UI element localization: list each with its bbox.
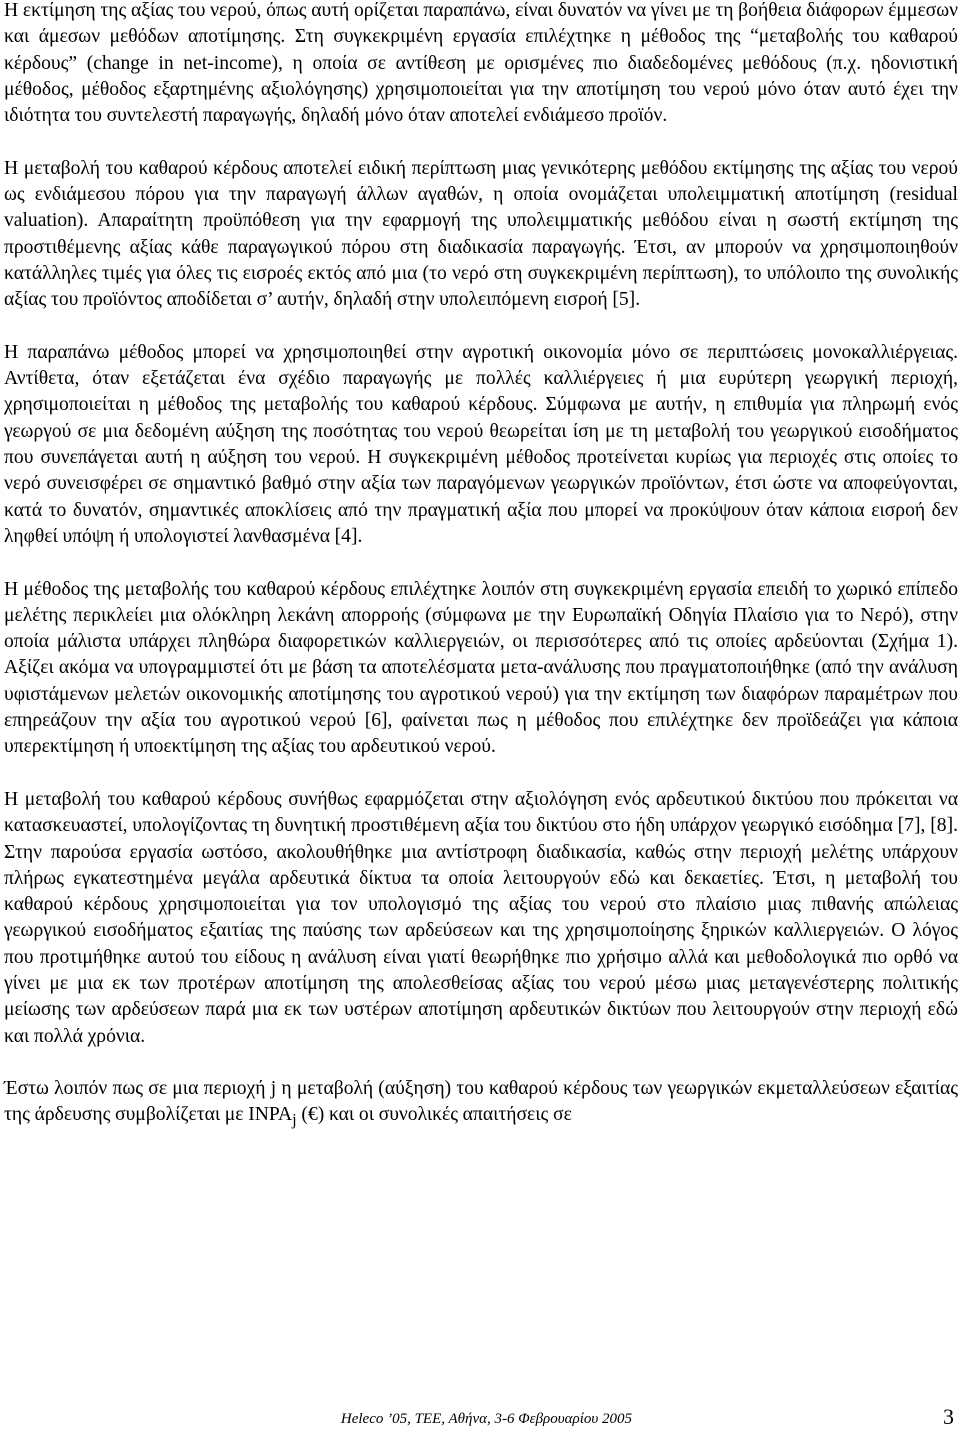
paragraph-text: Έστω λοιπόν πως σε μια περιοχή j η μεταβολή (αύξηση) του καθαρού κέρδους των γεωργικών εκμεταλλεύσεων εξαιτίας της άρδευσης συμβολίζεται με INPA [4, 1078, 958, 1126]
subscript-j: j [292, 1110, 297, 1130]
paragraph: Η εκτίμηση της αξίας του νερού, όπως αυτή ορίζεται παραπάνω, είναι δυνατόν να γίνει με τη βοήθεια διάφορων έμμεσων και άμεσων μεθόδων αποτίμησης. Στη συγκεκριμένη εργασία επιλέχτηκε η μέθοδος της “μεταβολής του καθαρού κέρδους” (change in net-income), η οποία σε αντίθεση με ορισμένες πιο διαδεδομένες μεθόδους (π.χ. ηδονιστική μέθοδος, μέθοδος εξαρτημένης αξιολόγησης) χρησιμοποιείται για την αποτίμηση του νερού μόνο όταν αυτό έχει την ιδιότητα του συντελεστή παραγωγής, δηλαδή μόνο όταν αποτελεί ενδιάμεσο προϊόν. [4, 0, 958, 127]
paragraph: Η παραπάνω μέθοδος μπορεί να χρησιμοποιηθεί στην αγροτική οικονομία μόνο σε περιπτώσεις μονοκαλλιέργειας. Αντίθετα, όταν εξετάζεται ένα σχέδιο παραγωγής με πολλές καλλιέργειες ή μια ευρύτερη γεωργική περιοχή, χρησιμοποιείται η μέθοδος της μεταβολής του καθαρού κέρδους. Σύμφωνα με αυτήν, η επιθυμία για πληρωμή ενός γεωργού σε μια δεδομένη αύξηση της ποσότητας του νερού θεωρείται ίση με τη μεταβολή του γεωργικού εισοδήματος που συνεπάγεται αυτή η αύξηση του νερού. Η συγκεκριμένη μέθοδος προτείνεται κυρίως για περιοχές στις οποίες το νερό συνεισφέρει σε σημαντικό βαθμό στην αξία των παραγόμενων γεωργικών προϊόντων, έτσι ώστε να αποφεύγονται, κατά το δυνατόν, σημαντικές αποκλίσεις από την πραγματική αξία που μπορεί να προκύψουν όταν κάποια εισροή δεν ληφθεί υπόψη ή υπολογιστεί λανθασμένα [4]. [4, 341, 958, 547]
paragraph-text: (€) και οι συνολικές απαιτήσεις σε [296, 1104, 572, 1126]
page-number: 3 [943, 1404, 954, 1429]
paragraph: Η μεταβολή του καθαρού κέρδους συνήθως εφαρμόζεται στην αξιολόγηση ενός αρδευτικού δικτύου που πρόκειται να κατασκευαστεί, υπολογίζοντας τη δυνητική προστιθέμενη αξία του δικτύου στο ήδη υπάρχον γεωργικό εισόδημα [7], [8]. Στην παρούσα εργασία ωστόσο, ακολουθήθηκε μια αντίστροφη διαδικασία, καθώς στην περιοχή μελέτης υπάρχουν πλήρως εγκατεστημένα μεγάλα αρδευτικά δίκτυα τα οποία λειτουργούν εδώ και δεκαετίες. Έτσι, η μεταβολή του καθαρού κέρδους χρησιμοποιείται για τον υπολογισμό της αξίας του νερού στο πλαίσιο μιας πιθανής απώλειας γεωργικού εισοδήματος εξαιτίας της παύσης των αρδεύσεων και της χρησιμοποίησης ξηρικών καλλιεργειών. Ο λόγος που προτιμήθηκε αυτού του είδους η ανάλυση είναι γιατί θεωρήθηκε πιο χρήσιμο αλλά και μεθοδολογικά πιο ορθό να γίνει με μια εκ των προτέρων αποτίμηση της απολεσθείσας αξίας του νερού μέσω μιας μεταγενέστερης πολιτικής μείωσης των αρδεύσεων παρά μια εκ των υστέρων αποτίμηση αρδευτικών δικτύων που λειτουργούν στην περιοχή εδώ και πολλά χρόνια. [4, 788, 958, 1047]
conference-footer: Heleco ’05, ΤΕΕ, Αθήνα, 3-6 Φεβρουαρίου 2005 [340, 1411, 632, 1427]
paragraph: Η μεταβολή του καθαρού κέρδους αποτελεί ειδική περίπτωση μιας γενικότερης μεθόδου εκτίμησης της αξίας του νερού ως ενδιάμεσου πόρου για την παραγωγή άλλων αγαθών, η οποία ονομάζεται υπολειμματική αποτίμηση (residual valuation). Απαραίτητη προϋπόθεση για την εφαρμογή της υπολειμματικής μεθόδου είναι η σωστή εκτίμηση της προστιθέμενης αξίας κάθε παραγωγικού πόρου στη διαδικασία παραγωγής. Έτσι, αν μπορούν να χρησιμοποιηθούν κατάλληλες τιμές για όλες τις εισροές εκτός από μια (το νερό στη συγκεκριμένη περίπτωση), το υπόλοιπο της συνολικής αξίας του προϊόντος αποδίδεται σ’ αυτήν, δηλαδή στην υπολειπόμενη εισροή [5]. [4, 157, 958, 311]
body-text [4, 0, 958, 1134]
page-footer [300, 1398, 960, 1430]
paragraph: Η μέθοδος της μεταβολής του καθαρού κέρδους επιλέχτηκε λοιπόν στη συγκεκριμένη εργασία επειδή το χωρικό επίπεδο μελέτης περικλείει μια ολόκληρη λεκάνη απορροής (σύμφωνα με την Ευρωπαϊκή Οδηγία Πλαίσιο για το Νερό), στην οποία μάλιστα υπάρχει πληθώρα διαφορετικών καλλιεργειών, οι περισσότερες από τις οποίες αρδεύονται (Σχήμα 1). Αξίζει ακόμα να υπογραμμιστεί ότι με βάση τα αποτελέσματα μετα-ανάλυσης που πραγματοποιήθηκε (από την ανάλυση υφιστάμενων μελετών οικονομικής αποτίμησης του αγροτικού νερού) για την εκτίμηση των διαφόρων παραμέτρων που επηρεάζουν την αξία του αγροτικού νερού [6], φαίνεται πως η μέθοδος που επιλέχτηκε δεν προϊδεάζει για κάποια υπερεκτίμηση ή υποεκτίμηση της αξίας του αρδευτικού νερού. [4, 578, 958, 758]
paragraph-last [4, 1076, 958, 1134]
